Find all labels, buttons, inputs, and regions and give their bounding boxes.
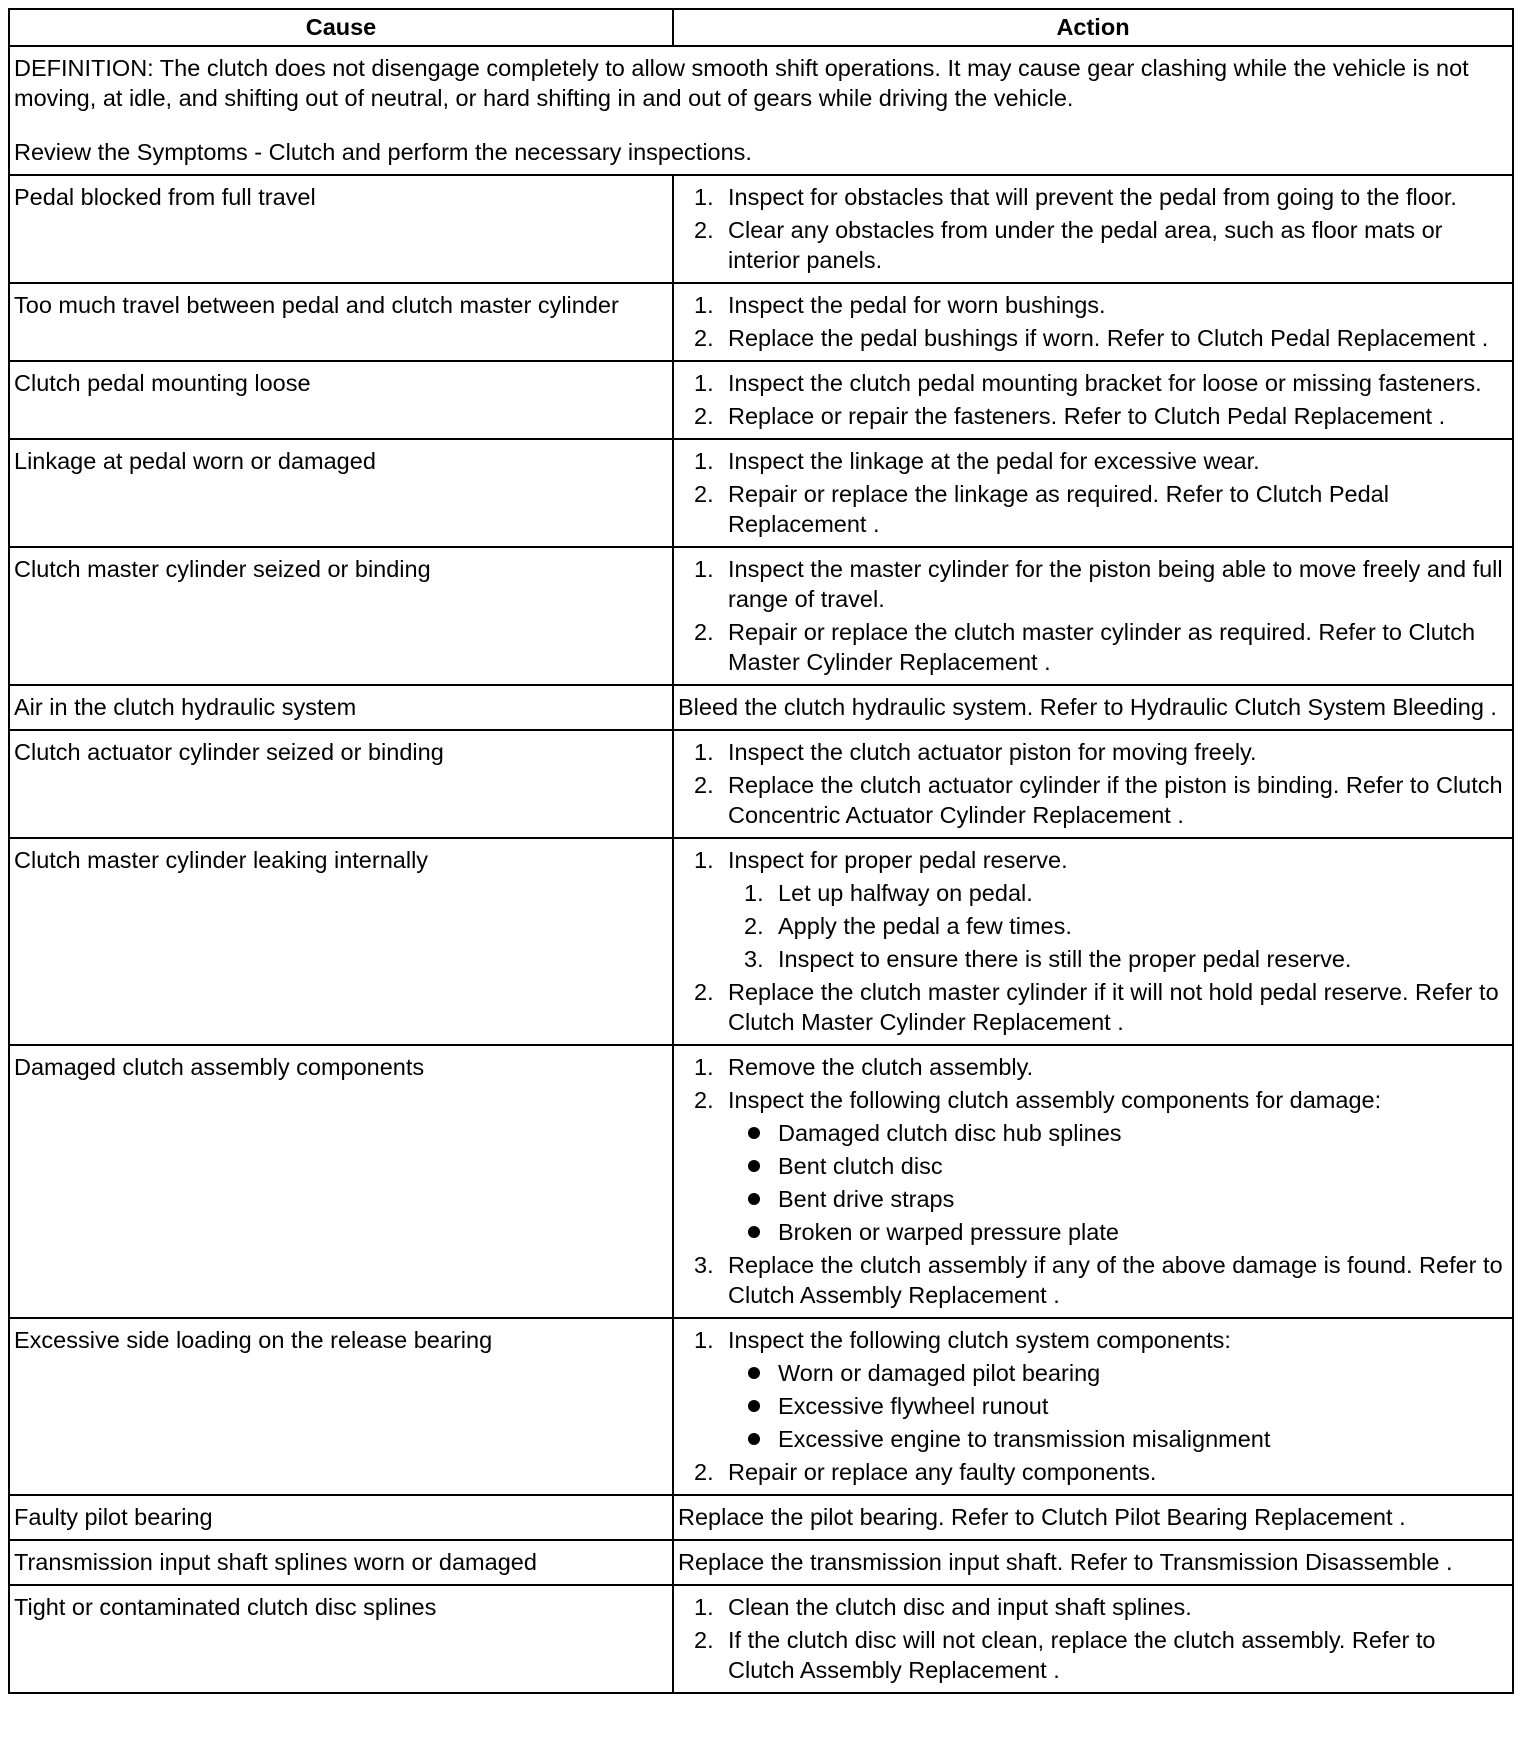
table-row	[9, 838, 1513, 1045]
action-step: Clean the clutch disc and input shaft splines.	[728, 1594, 1192, 1620]
cause-cell: Excessive side loading on the release bearing	[9, 1318, 673, 1495]
action-substeps	[728, 878, 1508, 974]
action-step: Clear any obstacles from under the pedal area, such as floor mats or interior panels.	[728, 217, 1443, 273]
action-step: Repair or replace any faulty components.	[728, 1459, 1157, 1485]
action-step: Replace the clutch actuator cylinder if the piston is binding. Refer to Clutch Concentric Actuator Cylinder Replacement .	[728, 772, 1503, 828]
action-step	[728, 1085, 1508, 1247]
action-cell: Replace the transmission input shaft. Refer to Transmission Disassemble .	[673, 1540, 1513, 1585]
cause-cell: Tight or contaminated clutch disc splines	[9, 1585, 673, 1693]
action-substep: Let up halfway on pedal.	[778, 880, 1033, 906]
action-step: Inspect the clutch actuator piston for moving freely.	[728, 739, 1257, 765]
table-row	[9, 730, 1513, 838]
action-step: Repair or replace the linkage as required. Refer to Clutch Pedal Replacement .	[728, 481, 1389, 537]
cause-cell: Too much travel between pedal and clutch master cylinder	[9, 283, 673, 361]
table-row	[9, 439, 1513, 547]
action-cell: Bleed the clutch hydraulic system. Refer to Hydraulic Clutch System Bleeding .	[673, 685, 1513, 730]
component-item: Worn or damaged pilot bearing	[778, 1358, 1508, 1388]
action-cell	[673, 361, 1513, 439]
definition-text: DEFINITION: The clutch does not disengage completely to allow smooth shift operations. It may cause gear clashing while the vehicle is not moving, at idle, and shifting out of neutral, or hard shifting in and out of gears while driving the vehicle.	[14, 55, 1469, 111]
action-step: Replace the pedal bushings if worn. Refer to Clutch Pedal Replacement .	[728, 325, 1489, 351]
action-step	[728, 1325, 1508, 1454]
cause-cell: Clutch master cylinder leaking internally	[9, 838, 673, 1045]
component-item: Broken or warped pressure plate	[778, 1217, 1508, 1247]
action-steps	[678, 1325, 1508, 1487]
action-step: Inspect the master cylinder for the piston being able to move freely and full range of travel.	[728, 556, 1503, 612]
action-steps	[678, 737, 1508, 830]
component-item: Excessive engine to transmission misalignment	[778, 1424, 1508, 1454]
table-row	[9, 175, 1513, 283]
action-header: Action	[673, 9, 1513, 46]
table-row	[9, 1585, 1513, 1693]
table-row	[9, 547, 1513, 685]
cause-cell: Linkage at pedal worn or damaged	[9, 439, 673, 547]
table-row	[9, 685, 1513, 730]
cause-cell: Clutch master cylinder seized or binding	[9, 547, 673, 685]
table-row	[9, 283, 1513, 361]
table-row	[9, 1495, 1513, 1540]
action-step: If the clutch disc will not clean, replace the clutch assembly. Refer to Clutch Assembly Replacement .	[728, 1627, 1436, 1683]
action-cell	[673, 439, 1513, 547]
component-item: Bent clutch disc	[778, 1151, 1508, 1181]
header-row	[9, 9, 1513, 46]
action-step-text: Inspect the following clutch system components:	[728, 1327, 1231, 1353]
component-item: Bent drive straps	[778, 1184, 1508, 1214]
definition-cell	[9, 46, 1513, 175]
action-step: Inspect the clutch pedal mounting bracket for loose or missing fasteners.	[728, 370, 1482, 396]
cause-cell: Faulty pilot bearing	[9, 1495, 673, 1540]
cause-cell: Transmission input shaft splines worn or damaged	[9, 1540, 673, 1585]
action-step: Remove the clutch assembly.	[728, 1054, 1034, 1080]
action-steps	[678, 182, 1508, 275]
definition-row	[9, 46, 1513, 175]
component-list	[728, 1118, 1508, 1247]
action-cell	[673, 730, 1513, 838]
cause-cell: Damaged clutch assembly components	[9, 1045, 673, 1318]
diagnostic-table	[8, 8, 1514, 1694]
action-step	[728, 845, 1508, 974]
action-step: Inspect for obstacles that will prevent the pedal from going to the floor.	[728, 184, 1457, 210]
cause-header: Cause	[9, 9, 673, 46]
review-text: Review the Symptoms - Clutch and perform the necessary inspections.	[14, 139, 752, 165]
action-cell	[673, 1585, 1513, 1693]
action-cell	[673, 1045, 1513, 1318]
cause-cell: Pedal blocked from full travel	[9, 175, 673, 283]
action-step: Repair or replace the clutch master cylinder as required. Refer to Clutch Master Cylinder Replacement .	[728, 619, 1476, 675]
component-list	[728, 1358, 1508, 1454]
action-cell	[673, 838, 1513, 1045]
document-page	[8, 8, 1512, 1694]
action-step: Inspect the pedal for worn bushings.	[728, 292, 1106, 318]
action-substep: Inspect to ensure there is still the proper pedal reserve.	[778, 946, 1352, 972]
action-step: Replace the clutch master cylinder if it will not hold pedal reserve. Refer to Clutch Master Cylinder Replacement .	[728, 979, 1499, 1035]
action-steps	[678, 845, 1508, 1037]
action-steps	[678, 1592, 1508, 1685]
action-steps	[678, 368, 1508, 431]
table-row	[9, 1318, 1513, 1495]
table-row	[9, 1540, 1513, 1585]
cause-cell: Clutch pedal mounting loose	[9, 361, 673, 439]
action-steps	[678, 446, 1508, 539]
component-item: Damaged clutch disc hub splines	[778, 1118, 1508, 1148]
action-cell: Replace the pilot bearing. Refer to Clutch Pilot Bearing Replacement .	[673, 1495, 1513, 1540]
action-cell	[673, 1318, 1513, 1495]
action-cell	[673, 547, 1513, 685]
cause-cell: Clutch actuator cylinder seized or binding	[9, 730, 673, 838]
action-step-text: Inspect the following clutch assembly components for damage:	[728, 1087, 1382, 1113]
action-steps	[678, 554, 1508, 677]
table-row	[9, 1045, 1513, 1318]
action-cell	[673, 283, 1513, 361]
action-step: Inspect the linkage at the pedal for excessive wear.	[728, 448, 1260, 474]
component-item: Excessive flywheel runout	[778, 1391, 1508, 1421]
table-row	[9, 361, 1513, 439]
action-steps	[678, 290, 1508, 353]
cause-cell: Air in the clutch hydraulic system	[9, 685, 673, 730]
action-substep: Apply the pedal a few times.	[778, 913, 1072, 939]
action-steps	[678, 1052, 1508, 1310]
action-cell	[673, 175, 1513, 283]
action-step-text: Inspect for proper pedal reserve.	[728, 847, 1068, 873]
action-step: Replace the clutch assembly if any of the above damage is found. Refer to Clutch Assembly Replacement .	[728, 1252, 1503, 1308]
action-step: Replace or repair the fasteners. Refer to Clutch Pedal Replacement .	[728, 403, 1446, 429]
